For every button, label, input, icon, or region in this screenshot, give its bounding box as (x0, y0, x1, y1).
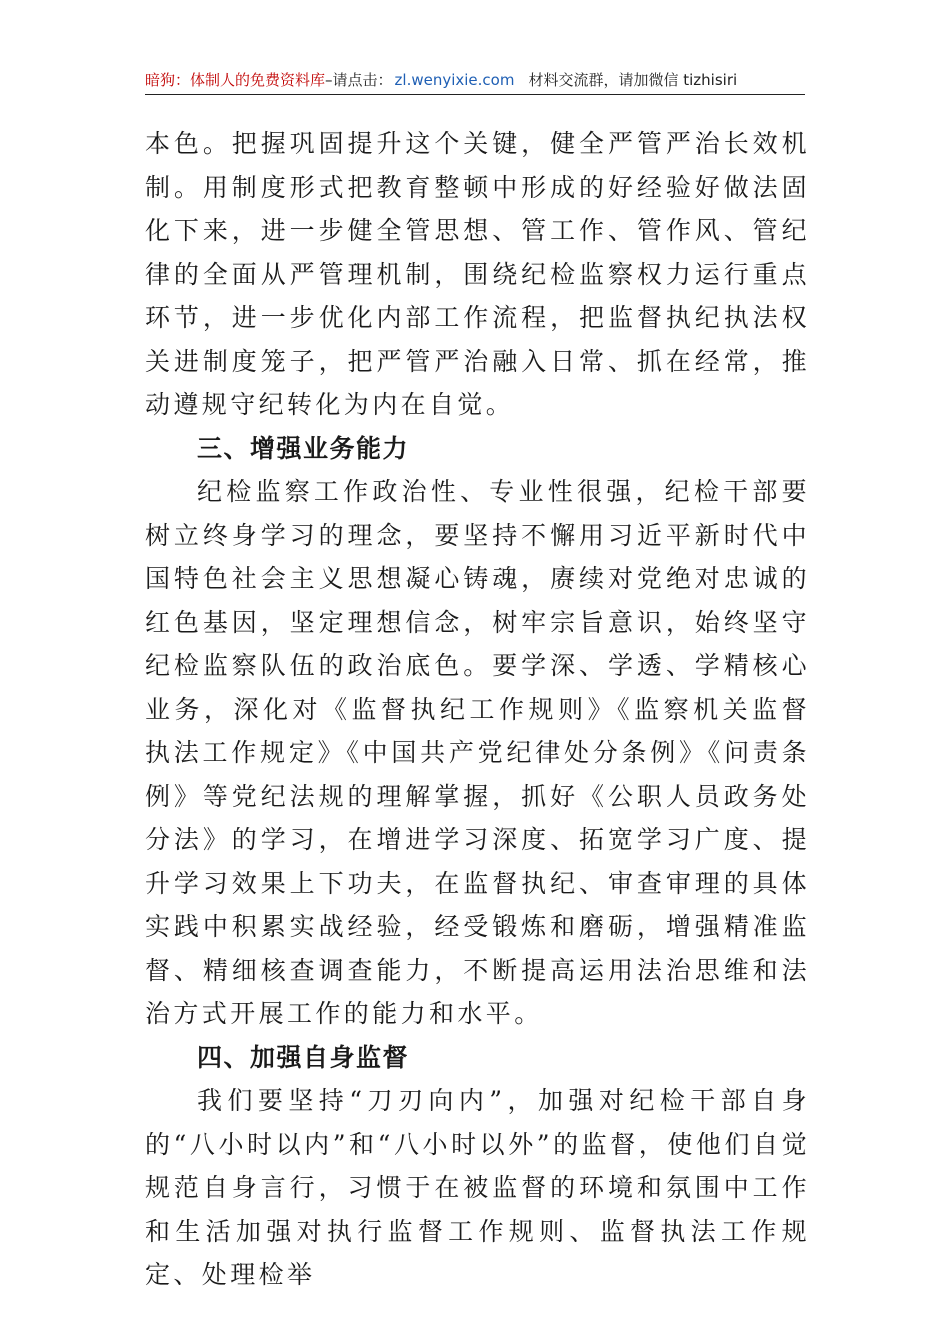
header-link[interactable]: zl.wenyixie.com (394, 71, 515, 89)
document-body (145, 122, 810, 1297)
header-brand: 暗狗：体制人的免费资料库 (145, 71, 326, 89)
section-heading-3: 三、增强业务能力 (197, 433, 410, 463)
paragraph-continued: 本色。把握巩固提升这个关键，健全严管严治长效机制。用制度形式把教育整顿中形成的好经验好做法固化下来，进一步健全管思想、管工作、管作风、管纪律的全面从严管理机制，围绕纪检监察权力运行重点环节，进一步优化内部工作流程，把监督执纪执法权关进制度笼子，把严管严治融入日常、抓在经常，推动遵规守纪转化为内在自觉。 (145, 129, 810, 419)
header-prompt: –请点击： (325, 71, 393, 89)
section-heading-4: 四、加强自身监督 (197, 1042, 410, 1072)
paragraph-business-ability: 纪检监察工作政治性、专业性很强，纪检干部要树立终身学习的理念，要坚持不懈用习近平新时代中国特色社会主义思想凝心铸魂，赓续对党绝对忠诚的红色基因，坚定理想信念，树牢宗旨意识，始终坚守纪检监察队伍的政治底色。要学深、学透、学精核心业务，深化对《监督执纪工作规则》《监察机关监督执法工作规定》《中国共产党纪律处分条例》《问责条例》等党纪法规的理解掌握，抓好《公职人员政务处分法》的学习，在增进学习深度、拓宽学习广度、提升学习效果上下功夫，在监督执纪、审查审理的具体实践中积累实战经验，经受锻炼和磨砺，增强精准监督、精细核查调查能力，不断提高运用法治思维和法治方式开展工作的能力和水平。 (145, 477, 810, 1028)
paragraph-self-supervision: 我们要坚持“刀刃向内”，加强对纪检干部自身的“八小时以内”和“八小时以外”的监督，使他们自觉规范自身言行，习惯于在被监督的环境和氛围中工作和生活加强对执行监督工作规则、监督执法工作规定、处理检举 (145, 1086, 810, 1289)
page-header (145, 66, 805, 95)
header-contact: 材料交流群，请加微信 tizhisiri (528, 71, 738, 89)
